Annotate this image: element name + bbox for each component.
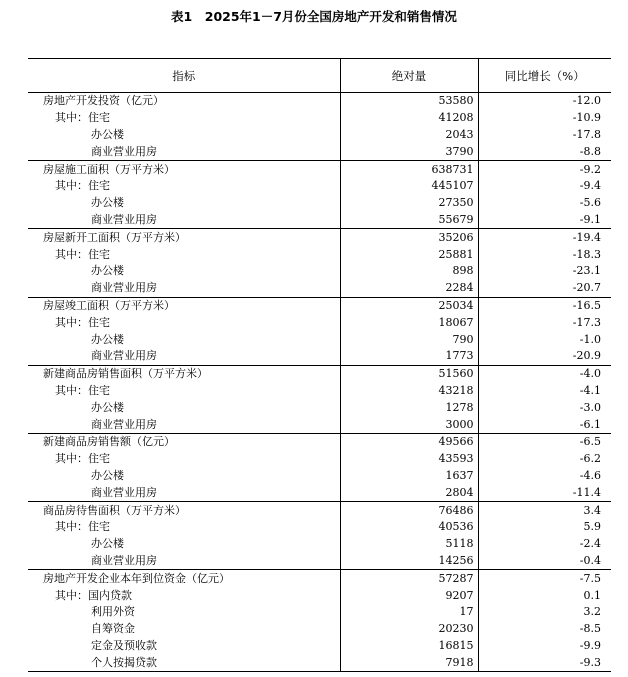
table-row	[28, 297, 611, 314]
row-absolute-value: 49566	[340, 433, 478, 450]
row-absolute-value: 3000	[340, 416, 478, 433]
table-header-row	[28, 59, 611, 93]
row-absolute-value: 898	[340, 263, 478, 280]
row-indicator	[28, 280, 340, 297]
table-row	[28, 604, 611, 621]
row-yoy-growth: -4.6	[579, 468, 601, 482]
row-absolute-value: 445107	[340, 178, 478, 195]
row-label: 房屋竣工面积（万平方米）	[43, 298, 175, 312]
row-yoy-growth: -8.8	[579, 144, 601, 158]
row-indicator	[28, 127, 340, 144]
row-yoy-growth: -4.0	[478, 365, 611, 382]
table-row	[28, 246, 611, 263]
row-absolute-value: 43218	[340, 383, 478, 400]
row-label: 个人按揭贷款	[91, 655, 157, 669]
row-indicator	[28, 416, 340, 433]
row-yoy-growth: -17.8	[572, 127, 601, 141]
row-indicator	[28, 246, 340, 263]
row-yoy-growth: -6.5	[478, 433, 611, 450]
row-indicator	[28, 570, 340, 587]
row-label: 商业营业用房	[91, 212, 157, 226]
row-label: 办公楼	[91, 400, 124, 414]
row-yoy-growth: -20.7	[572, 281, 601, 295]
row-yoy-growth: -10.9	[572, 111, 601, 125]
table-row	[28, 127, 611, 144]
row-indicator	[28, 178, 340, 195]
row-indicator	[28, 553, 340, 570]
row-label: 办公楼	[91, 332, 124, 346]
row-indicator	[28, 587, 340, 604]
table-row	[28, 502, 611, 519]
row-label: 房地产开发企业本年到位资金（亿元）	[43, 571, 230, 585]
row-indicator	[28, 314, 340, 331]
row-label: 办公楼	[91, 468, 124, 482]
row-label: 办公楼	[91, 537, 124, 551]
data-table	[28, 58, 611, 672]
row-label: 其中：住宅	[55, 111, 110, 125]
row-yoy-growth: 5.9	[583, 520, 601, 534]
row-yoy-growth: -16.5	[478, 297, 611, 314]
row-yoy-growth: -7.5	[478, 570, 611, 587]
row-indicator	[28, 297, 340, 314]
row-yoy-growth: -23.1	[572, 264, 601, 278]
row-yoy-growth: -9.3	[478, 654, 611, 671]
row-absolute-value: 5118	[340, 536, 478, 553]
row-label: 其中：住宅	[55, 315, 110, 329]
table-row	[28, 280, 611, 297]
row-indicator	[28, 604, 340, 621]
row-indicator	[28, 195, 340, 212]
row-label: 商业营业用房	[91, 417, 157, 431]
row-yoy-growth: -6.2	[579, 452, 601, 466]
row-yoy-growth: 3.4	[478, 502, 611, 519]
row-absolute-value: 25881	[340, 246, 478, 263]
header-yoy: 同比增长（%）	[478, 59, 611, 93]
table-row	[28, 263, 611, 280]
row-absolute-value: 55679	[340, 212, 478, 229]
row-absolute-value: 18067	[340, 314, 478, 331]
row-indicator	[28, 654, 340, 671]
table-row	[28, 178, 611, 195]
row-absolute-value: 1278	[340, 399, 478, 416]
row-absolute-value: 40536	[340, 519, 478, 536]
row-indicator	[28, 331, 340, 348]
row-indicator	[28, 93, 340, 110]
row-label: 其中：住宅	[55, 179, 110, 193]
row-absolute-value: 25034	[340, 297, 478, 314]
row-indicator	[28, 433, 340, 450]
row-indicator	[28, 143, 340, 160]
row-label: 其中：住宅	[55, 520, 110, 534]
row-yoy-growth: 0.1	[583, 588, 601, 602]
table-row	[28, 621, 611, 638]
row-absolute-value: 2804	[340, 484, 478, 501]
table-row	[28, 638, 611, 655]
row-label: 其中：住宅	[55, 247, 110, 261]
row-yoy-growth: -19.4	[478, 229, 611, 246]
table-row	[28, 348, 611, 365]
row-label: 自筹资金	[91, 622, 135, 636]
row-indicator	[28, 484, 340, 501]
row-indicator	[28, 536, 340, 553]
table-row	[28, 587, 611, 604]
table-row	[28, 416, 611, 433]
row-absolute-value: 16815	[340, 638, 478, 655]
row-label: 房屋新开工面积（万平方米）	[43, 230, 186, 244]
table-row	[28, 161, 611, 178]
row-indicator	[28, 161, 340, 178]
row-indicator	[28, 399, 340, 416]
row-label: 其中：国内贷款	[55, 588, 132, 602]
table-row	[28, 519, 611, 536]
row-yoy-growth: -4.1	[579, 383, 601, 397]
table-row	[28, 484, 611, 501]
table-body	[28, 93, 611, 672]
table-row	[28, 383, 611, 400]
row-indicator	[28, 451, 340, 468]
row-yoy-growth: -8.5	[579, 622, 601, 636]
table-row	[28, 399, 611, 416]
row-absolute-value: 638731	[340, 161, 478, 178]
row-label: 商业营业用房	[91, 144, 157, 158]
row-indicator	[28, 502, 340, 519]
row-yoy-growth: -11.4	[572, 485, 601, 499]
row-absolute-value: 9207	[340, 587, 478, 604]
table-row	[28, 93, 611, 110]
row-absolute-value: 2043	[340, 127, 478, 144]
row-absolute-value: 1637	[340, 468, 478, 485]
row-absolute-value: 3790	[340, 143, 478, 160]
row-indicator	[28, 348, 340, 365]
row-yoy-growth: -9.2	[478, 161, 611, 178]
row-yoy-growth: -9.1	[579, 212, 601, 226]
row-label: 新建商品房销售额（亿元）	[43, 435, 175, 449]
row-indicator	[28, 519, 340, 536]
row-absolute-value: 790	[340, 331, 478, 348]
table-row	[28, 570, 611, 587]
row-indicator	[28, 383, 340, 400]
row-yoy-growth: -9.9	[579, 638, 601, 652]
row-absolute-value: 35206	[340, 229, 478, 246]
row-absolute-value: 7918	[340, 654, 478, 671]
row-label: 其中：住宅	[55, 452, 110, 466]
row-yoy-growth: -18.3	[572, 247, 601, 261]
row-label: 其中：住宅	[55, 383, 110, 397]
table-row	[28, 195, 611, 212]
table-title: 表1 2025年1－7月份全国房地产开发和销售情况	[171, 9, 457, 24]
table-row	[28, 451, 611, 468]
row-indicator	[28, 468, 340, 485]
row-indicator	[28, 212, 340, 229]
row-label: 办公楼	[91, 196, 124, 210]
table-row	[28, 212, 611, 229]
row-indicator	[28, 638, 340, 655]
row-yoy-growth: -0.4	[579, 553, 601, 567]
row-label: 商业营业用房	[91, 485, 157, 499]
row-label: 房屋施工面积（万平方米）	[43, 162, 175, 176]
header-absolute: 绝对量	[340, 59, 478, 93]
row-absolute-value: 57287	[340, 570, 478, 587]
row-label: 房地产开发投资（亿元）	[43, 94, 164, 108]
table-row	[28, 143, 611, 160]
table-row	[28, 536, 611, 553]
table-row	[28, 553, 611, 570]
table-row	[28, 365, 611, 382]
row-absolute-value: 1773	[340, 348, 478, 365]
row-yoy-growth: -9.4	[579, 179, 601, 193]
row-yoy-growth: 3.2	[583, 605, 601, 619]
table-row	[28, 468, 611, 485]
row-label: 商品房待售面积（万平方米）	[43, 503, 186, 517]
row-yoy-growth: -5.6	[579, 196, 601, 210]
row-absolute-value: 53580	[340, 93, 478, 110]
table-row	[28, 654, 611, 671]
row-indicator	[28, 263, 340, 280]
row-indicator	[28, 110, 340, 127]
row-yoy-growth: -6.1	[579, 417, 601, 431]
row-absolute-value: 17	[340, 604, 478, 621]
row-absolute-value: 76486	[340, 502, 478, 519]
table-row	[28, 331, 611, 348]
row-absolute-value: 2284	[340, 280, 478, 297]
row-yoy-growth: -20.9	[572, 349, 601, 363]
table-row	[28, 433, 611, 450]
row-absolute-value: 43593	[340, 451, 478, 468]
row-indicator	[28, 621, 340, 638]
row-yoy-growth: -12.0	[478, 93, 611, 110]
row-label: 定金及预收款	[91, 638, 157, 652]
row-absolute-value: 27350	[340, 195, 478, 212]
row-label: 商业营业用房	[91, 349, 157, 363]
row-yoy-growth: -1.0	[579, 332, 601, 346]
header-indicator: 指标	[28, 59, 340, 93]
row-label: 利用外资	[91, 605, 135, 619]
row-indicator	[28, 229, 340, 246]
row-absolute-value: 14256	[340, 553, 478, 570]
row-label: 办公楼	[91, 127, 124, 141]
row-absolute-value: 20230	[340, 621, 478, 638]
row-indicator	[28, 365, 340, 382]
row-absolute-value: 51560	[340, 365, 478, 382]
row-yoy-growth: -2.4	[579, 537, 601, 551]
row-label: 办公楼	[91, 264, 124, 278]
table-row	[28, 229, 611, 246]
row-yoy-growth: -17.3	[572, 315, 601, 329]
row-label: 新建商品房销售面积（万平方米）	[43, 367, 208, 381]
row-label: 商业营业用房	[91, 553, 157, 567]
row-absolute-value: 41208	[340, 110, 478, 127]
table-row	[28, 314, 611, 331]
table-row	[28, 110, 611, 127]
row-label: 商业营业用房	[91, 281, 157, 295]
row-yoy-growth: -3.0	[579, 400, 601, 414]
